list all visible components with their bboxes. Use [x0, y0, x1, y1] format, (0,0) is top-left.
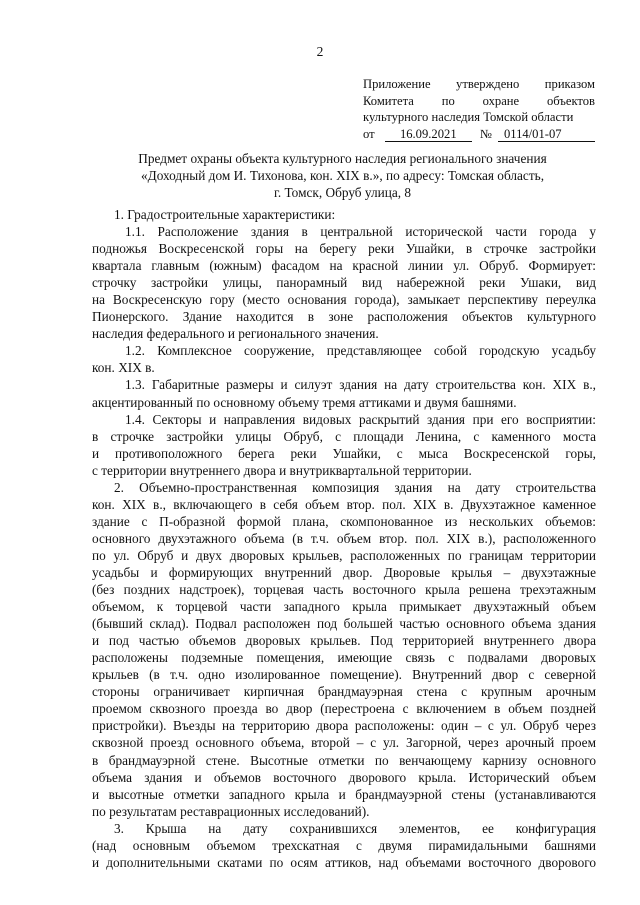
body-line: и высотные отметки западного крыла и брандмауэрной стены (устанавливаются — [92, 786, 596, 802]
number-prefix: № — [479, 126, 492, 141]
body-line: (бывший склад). Подвал расположен под большей частью основного объема здания — [92, 616, 596, 632]
body-line: Пионерского. Здание находится в зоне расположения объектов культурного — [92, 309, 596, 325]
section-heading: 1. Градостроительные характеристики: — [114, 207, 336, 222]
body-line: в брандмауэрной стене. Высотные отметки по венчающему карнизу основного — [92, 752, 596, 768]
body-line: и дополнительными скатами по осям аттиков, над объемами восточного дворового — [92, 854, 596, 870]
body-line: 1.1. Расположение здания в центральной исторической части города у — [125, 224, 596, 240]
body-line: акцентированный по основному объему тремя аттиками и двумя башнями. — [92, 394, 517, 410]
body-line: (над основным объемом трехскатная с двумя пирамидальными башнями — [92, 837, 596, 853]
page-number: 2 — [316, 44, 324, 59]
title-line: Предмет охраны объекта культурного наследия регионального значения — [138, 151, 547, 166]
body-line: и противоположного берега реки Ушайки, с мыса Воскресенской горы, — [92, 445, 596, 461]
body-line: объемом, к торцевой части западного крыла примыкает двухэтажный объем — [92, 599, 596, 615]
body-line: квартала главным (южным) фасадом на красной линии ул. Обруб. Формирует: — [92, 258, 596, 274]
body-line: наследия федерального и регионального значения. — [92, 326, 379, 342]
body-line: расположены подземные помещения, имеющие связь с подвалами дворовых — [92, 650, 596, 666]
body-line: (без поздних надстроек), торцевая часть восточного крыла решена трехэтажным — [92, 582, 596, 598]
body-line: кон. XIX в., включающего в себя объем втор. пол. XIX в. Двухэтажное каменное — [92, 496, 596, 512]
body-line: проемом сквозного проезда во двор (перестроена с включением в объем поздней — [92, 701, 596, 717]
title-line: г. Томск, Обруб улица, 8 — [273, 185, 412, 201]
body-line: сквозной проезд основного объема, второй – с ул. Загорной, через арочный проем — [92, 735, 596, 751]
body-line: 1.2. Комплексное сооружение, представляющее собой городскую усадьбу — [125, 343, 596, 359]
date-prefix: от — [363, 126, 375, 141]
body-line: пристройки). Въезды на территорию двора расположены: один – с ул. Обруб через — [92, 718, 596, 734]
title-line: «Доходный дом И. Тихонова, кон. XIX в.», по адресу: Томская область, — [140, 168, 545, 184]
body-line: на Воскресенскую гору (место основания города), замыкает перспективу переулка — [92, 292, 596, 308]
body-line: подножья Воскресенской горы на берегу реки Ушайки, в строчке застройки — [92, 241, 596, 257]
body-line: 1.3. Габаритные размеры и силуэт здания на дату строительства кон. XIX в., — [125, 377, 596, 393]
body-line: строчку застройки улицы, панорамный вид набережной реки Ушаки, вид — [92, 275, 596, 291]
body-line: по результатам реставрационных исследований). — [92, 803, 370, 819]
approval-line: Приложение утверждено приказом — [363, 77, 595, 91]
approval-line: культурного наследия Томской области — [363, 110, 574, 125]
approval-number: 0114/01-07 — [498, 127, 595, 142]
document-title — [90, 150, 595, 202]
body-line: усадьбы и формирующих внутренний двор. Дворовые крылья – двухэтажные — [92, 564, 596, 580]
body-line: и под частью объемов дворовых крыльев. Под территорией внутреннего двора — [92, 633, 596, 649]
body-line: основного двухэтажного объема (в т.ч. объем втор. пол. XIX в.), расположенного — [92, 530, 596, 546]
body-line: объема здания и объемов восточного дворового крыла. Исторический объем — [92, 769, 596, 785]
body-line: кон. XIX в. — [92, 360, 155, 376]
approval-block — [363, 76, 595, 142]
approval-line: Комитета по охране объектов — [363, 93, 595, 108]
document-body — [92, 206, 596, 871]
approval-date: 16.09.2021 — [385, 127, 472, 142]
section-heading: 3. Крыша на дату сохранившихся элементов, ее конфигурация — [114, 820, 596, 836]
body-line: с территории внутреннего двора и внутриквартальной территории. — [92, 462, 472, 478]
body-line: 1.4. Секторы и направления видовых раскрытий здания при его восприятии: — [125, 411, 596, 427]
body-line: по ул. Обруб и двух дворовых крыльев, расположенных по границам территории — [92, 547, 596, 563]
body-line: здание с П-образной формой плана, скомпонованное из нескольких объемов: — [92, 513, 596, 529]
body-line: стороны ограничивает кирпичная брандмауэрная стена с крупным арочным — [92, 684, 596, 700]
section-heading: 2. Объемно-пространственная композиция здания на дату строительства — [114, 479, 596, 495]
body-line: крыльев (в т.ч. одно изолированное помещение). Внутренний двор с северной — [92, 667, 596, 683]
body-line: в строчке застройки улицы Обруб, с площади Ленина, с каменного моста — [92, 428, 596, 444]
approval-date-line — [363, 126, 595, 143]
